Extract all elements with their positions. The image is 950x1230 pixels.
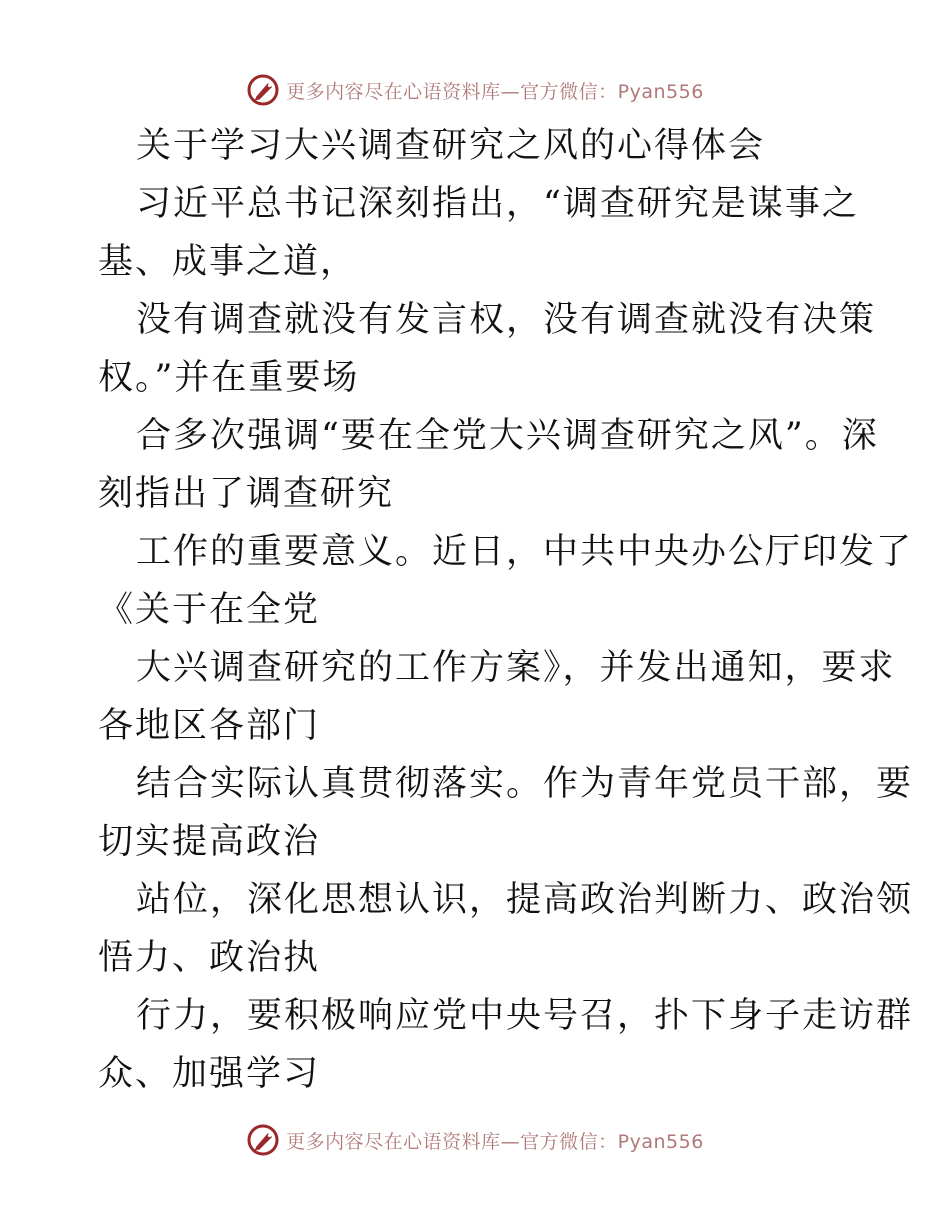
pen-nib-logo-icon — [246, 73, 280, 107]
text-line: 各地区各部门 — [98, 706, 321, 746]
text-line: 习近平总书记深刻指出，“调查研究是谋事之 — [136, 184, 859, 224]
text-line: 基、成事之道， — [98, 242, 358, 282]
text-line: 结合实际认真贯彻落实。作为青年党员干部，要 — [136, 764, 914, 804]
footer-banner-text: 更多内容尽在心语资料库—官方微信：Pyan556 — [286, 1130, 704, 1153]
text-line: 大兴调查研究的工作方案》，并发出通知，要求 — [136, 648, 896, 688]
text-line: 工作的重要意义。近日，中共中央办公厅印发了 — [136, 532, 914, 572]
text-line: 权。”并在重要场 — [98, 358, 360, 398]
text-line: 悟力、政治执 — [98, 938, 321, 978]
header-banner-text: 更多内容尽在心语资料库—官方微信：Pyan556 — [286, 80, 704, 103]
text-line: 众、加强学习 — [98, 1054, 321, 1094]
text-line: 切实提高政治 — [98, 822, 321, 862]
document-title: 关于学习大兴调查研究之风的心得体会 — [136, 126, 766, 166]
document-body — [98, 117, 914, 1103]
text-line: 《关于在全党 — [98, 590, 321, 630]
header-banner — [0, 70, 950, 110]
footer-banner — [0, 1120, 950, 1160]
text-line: 行力，要积极响应党中央号召，扑下身子走访群 — [136, 996, 914, 1036]
text-line: 合多次强调“要在全党大兴调查研究之风”。深 — [136, 416, 879, 456]
pen-nib-logo-icon — [246, 1123, 280, 1157]
text-line: 刻指出了调查研究 — [98, 474, 395, 514]
text-line: 没有调查就没有发言权，没有调查就没有决策 — [136, 300, 877, 340]
text-line: 站位，深化思想认识，提高政治判断力、政治领 — [136, 880, 914, 920]
